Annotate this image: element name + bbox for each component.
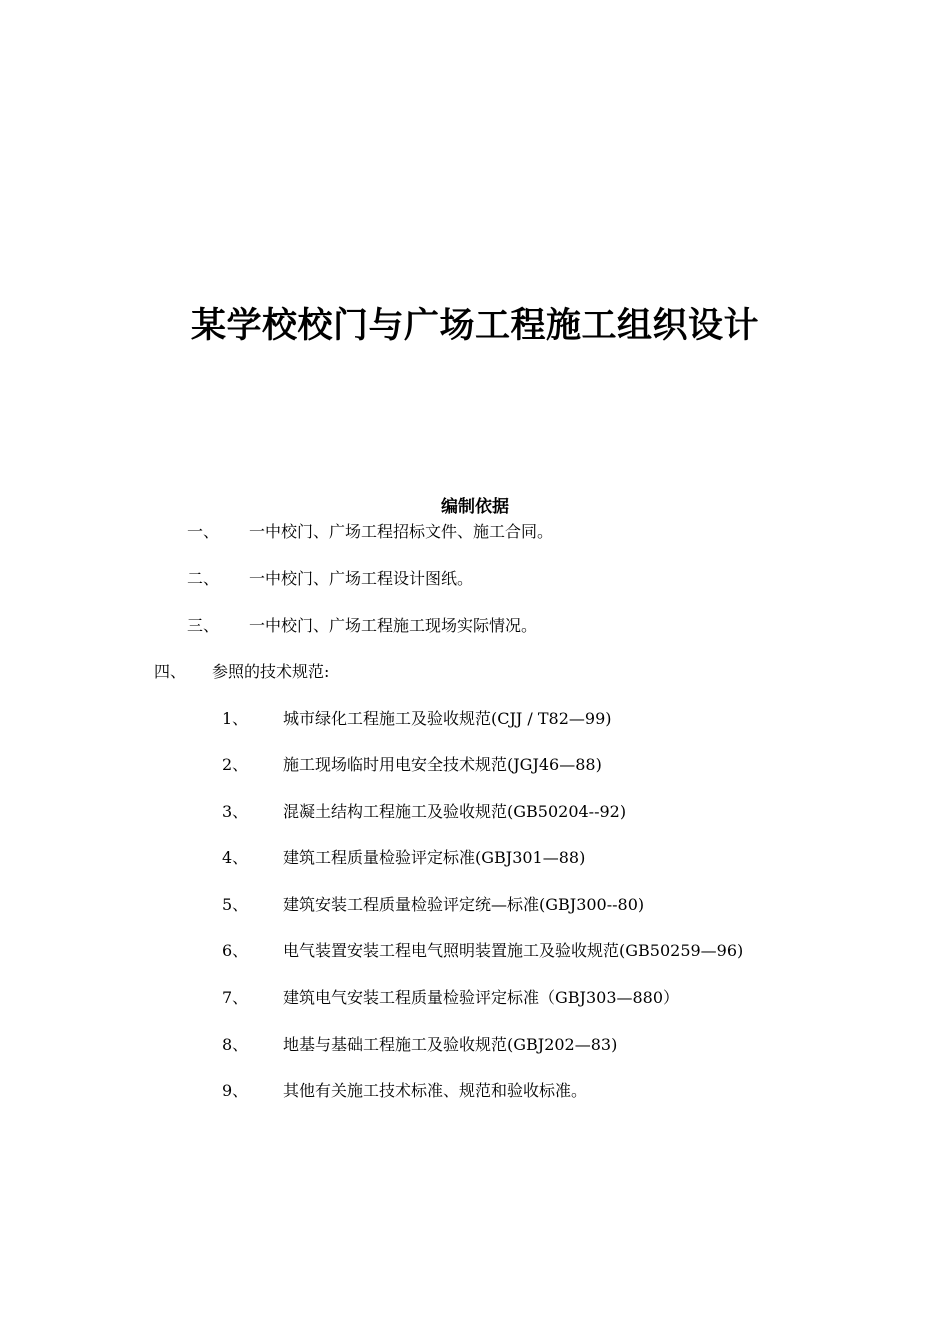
standard-number: 8、 <box>222 1035 249 1054</box>
standard-number: 4、 <box>222 848 249 867</box>
standard-text: 建筑工程质量检验评定标准(GBJ301—88) <box>283 848 586 867</box>
tech-standards-label: 参照的技术规范: <box>212 662 330 681</box>
standard-number: 5、 <box>222 895 249 914</box>
standard-text: 建筑安装工程质量检验评定统—标准(GBJ300--80) <box>283 895 645 914</box>
page-title: 某学校校门与广场工程施工组织设计 <box>190 306 759 346</box>
basis-item-text: 一中校门、广场工程施工现场实际情况。 <box>249 616 538 635</box>
standard-text: 施工现场临时用电安全技术规范(JGJ46—88) <box>283 755 602 774</box>
standard-number: 3、 <box>222 802 249 821</box>
basis-item-number: 二、 <box>187 569 220 588</box>
section-heading: 编制依据 <box>441 497 509 517</box>
basis-item-number: 三、 <box>187 616 220 635</box>
tech-standards-number: 四、 <box>154 662 187 681</box>
standard-text: 建筑电气安装工程质量检验评定标准（GBJ303—880） <box>283 988 680 1007</box>
standard-number: 9、 <box>222 1081 249 1100</box>
standard-number: 2、 <box>222 755 249 774</box>
standard-number: 7、 <box>222 988 249 1007</box>
standard-text: 混凝土结构工程施工及验收规范(GB50204--92) <box>283 802 627 821</box>
standard-number: 1、 <box>222 709 249 728</box>
basis-item-text: 一中校门、广场工程设计图纸。 <box>249 569 474 588</box>
standard-text: 其他有关施工技术标准、规范和验收标准。 <box>283 1081 588 1100</box>
standard-number: 6、 <box>222 941 249 960</box>
basis-item-text: 一中校门、广场工程招标文件、施工合同。 <box>249 522 554 541</box>
standard-text: 地基与基础工程施工及验收规范(GBJ202—83) <box>283 1035 618 1054</box>
standard-text: 电气装置安装工程电气照明装置施工及验收规范(GB50259—96) <box>283 941 744 960</box>
standard-text: 城市绿化工程施工及验收规范(CJJ / T82—99) <box>283 709 612 728</box>
basis-item-number: 一、 <box>187 522 220 541</box>
